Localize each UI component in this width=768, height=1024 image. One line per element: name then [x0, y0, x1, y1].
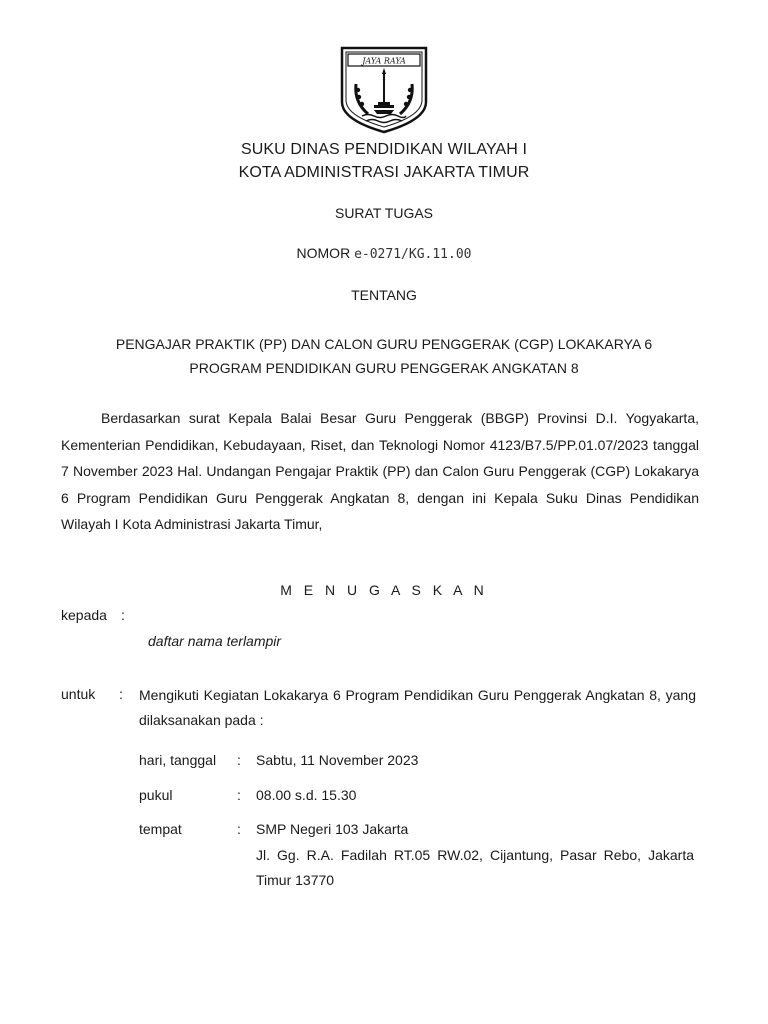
- tempat-value-1: SMP Negeri 103 Jakarta: [256, 821, 409, 837]
- kepada-value: daftar nama terlampir: [148, 633, 282, 649]
- pukul-colon: :: [237, 787, 241, 803]
- tentang-heading: TENTANG: [351, 287, 417, 303]
- nomor-value: e-0271/KG.11.00: [354, 247, 472, 262]
- document-number: [0, 245, 768, 262]
- kepada-label: kepada: [61, 607, 107, 623]
- hari-label: hari, tanggal: [139, 752, 217, 768]
- emblem-motto: JAYA RAYA: [362, 56, 406, 66]
- tempat-value-2: Jl. Gg. R.A. Fadilah RT.05 RW.02, Cijantung, Pasar Rebo, Jakarta Timur 13770: [256, 847, 694, 888]
- body-paragraph: Berdasarkan surat Kepala Balai Besar Guru Penggerak (BBGP) Provinsi D.I. Yogyakarta, Kementerian Pendidikan, Kebudayaan, Riset, dan Teknologi Nomor 4123/B7.5/PP.01.07/2023 tanggal 7 November 2023 Hal. Undangan Pengajar Praktik (PP) dan Calon Guru Penggerak (CGP) Lokakarya 6 Program Pendidikan Guru Penggerak Angkatan 8, dengan ini Kepala Suku Dinas Pendidikan Wilayah I Kota Administrasi Jakarta Timur,: [61, 410, 699, 533]
- subject-line-1: PENGAJAR PRAKTIK (PP) DAN CALON GURU PENGGERAK (CGP) LOKAKARYA 6: [115, 336, 653, 352]
- header-line-1: SUKU DINAS PENDIDIKAN WILAYAH I: [240, 141, 528, 158]
- pukul-value: 08.00 s.d. 15.30: [256, 787, 357, 803]
- untuk-colon: :: [119, 686, 123, 702]
- header-line-2: KOTA ADMINISTRASI JAKARTA TIMUR: [238, 164, 530, 181]
- pukul-label: pukul: [139, 787, 173, 803]
- tempat-colon: :: [237, 821, 241, 837]
- jakarta-emblem-icon: [334, 44, 434, 134]
- tempat-label: tempat: [139, 821, 182, 837]
- subject-line-2: PROGRAM PENDIDIKAN GURU PENGGERAK ANGKATAN 8: [189, 360, 579, 376]
- menugaskan-heading: M E N U G A S K A N: [280, 582, 488, 598]
- kepada-colon: :: [121, 607, 125, 623]
- untuk-text: Mengikuti Kegiatan Lokakarya 6 Program Pendidikan Guru Penggerak Angkatan 8, yang dilaksanakan pada :: [139, 687, 696, 728]
- hari-value: Sabtu, 11 November 2023: [256, 752, 419, 768]
- untuk-label: untuk: [61, 686, 96, 702]
- document-type: SURAT TUGAS: [334, 205, 434, 221]
- nomor-label: NOMOR: [296, 245, 351, 261]
- hari-colon: :: [237, 752, 241, 768]
